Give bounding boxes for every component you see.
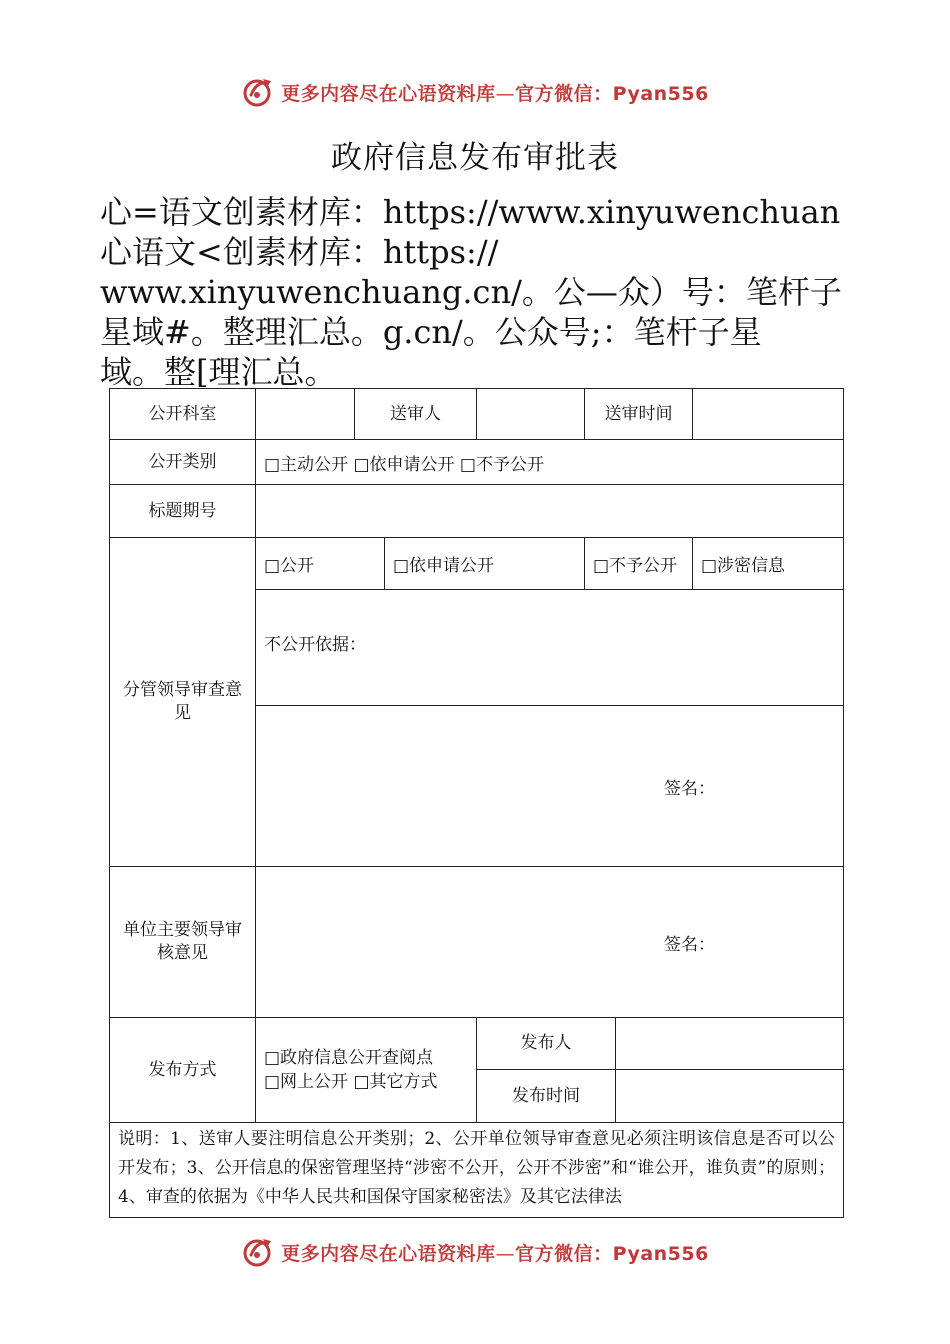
- overlay-line: 心=语文创素材库：https://www.xinyuwenchuan: [100, 193, 841, 231]
- publisher-label: 发布人: [477, 1018, 616, 1070]
- banner-wechat: 官方微信：Pyan556: [515, 82, 709, 105]
- title-issue-label: 标题期号: [110, 485, 256, 538]
- dept-value[interactable]: [256, 389, 355, 440]
- publish-option-online-other[interactable]: □网上公开 □其它方式: [264, 1072, 438, 1092]
- explanation-note: 说明：1、送审人要注明信息公开类别；2、公开单位领导审查意见必须注明该信息是否可以公开发布；3、公开信息的保密管理坚持“涉密不公开，公开不涉密”和“谁公开，谁负责”的原则；4、审查的依据为《中华人民共和国保守国家秘密法》及其它法律法: [118, 1129, 835, 1207]
- title-issue-value[interactable]: [256, 485, 844, 538]
- overlay-text: [100, 192, 860, 392]
- publish-method-label: 发布方式: [110, 1018, 256, 1123]
- non-disclosure-basis[interactable]: 不公开依据：: [256, 590, 844, 706]
- row-title-issue: [110, 485, 844, 538]
- row-head-review: [110, 867, 844, 1018]
- header-banner: [0, 72, 950, 112]
- row-category: [110, 440, 844, 485]
- overlay-line: 域。整[理汇总。: [100, 353, 337, 391]
- brand-logo-icon: [241, 1235, 275, 1269]
- overlay-line: 心语文<创素材库：https://: [100, 233, 499, 271]
- publish-method-options[interactable]: [256, 1018, 477, 1123]
- publisher-value[interactable]: [616, 1018, 844, 1070]
- leader-option-on-request[interactable]: □依申请公开: [385, 538, 585, 590]
- footer-banner: [0, 1232, 950, 1272]
- leader-option-public[interactable]: □公开: [256, 538, 385, 590]
- leader-option-not-public[interactable]: □不予公开: [585, 538, 693, 590]
- dept-label: 公开科室: [110, 389, 256, 440]
- leader-review-label: 分管领导审查意见: [110, 538, 256, 867]
- publish-time-value[interactable]: [616, 1070, 844, 1123]
- sender-value[interactable]: [477, 389, 585, 440]
- row-leader-options: [110, 538, 844, 590]
- category-label: 公开类别: [110, 440, 256, 485]
- publish-option-reading-point[interactable]: □政府信息公开查阅点: [264, 1048, 434, 1068]
- sender-label: 送审人: [355, 389, 477, 440]
- banner-separator: —: [495, 1242, 516, 1265]
- banner-separator: —: [495, 82, 516, 105]
- banner-text: 更多内容尽在心语资料库: [281, 82, 496, 105]
- overlay-line: www.xinyuwenchuang.cn/。公—众）号：笔杆子: [100, 273, 842, 311]
- page-title: 政府信息发布审批表: [331, 140, 619, 176]
- leader-option-classified[interactable]: □涉密信息: [693, 538, 844, 590]
- banner-wechat: 官方微信：Pyan556: [515, 1242, 709, 1265]
- row-publish-1: [110, 1018, 844, 1070]
- brand-logo-icon: [241, 75, 275, 109]
- submit-time-value[interactable]: [693, 389, 844, 440]
- head-signature[interactable]: 签名：: [256, 867, 844, 1018]
- publish-time-label: 发布时间: [477, 1070, 616, 1123]
- submit-time-label: 送审时间: [585, 389, 693, 440]
- approval-form-table: [109, 388, 844, 1218]
- category-options[interactable]: □主动公开 □依申请公开 □不予公开: [256, 440, 844, 485]
- head-review-label: 单位主要领导审核意见: [110, 867, 256, 1018]
- overlay-line: 星域#。整理汇总。g.cn/。公众号;：笔杆子星: [100, 313, 762, 351]
- row-note: [110, 1123, 844, 1218]
- row-dept: [110, 389, 844, 440]
- leader-signature[interactable]: 签名：: [256, 706, 844, 867]
- banner-text: 更多内容尽在心语资料库: [281, 1242, 496, 1265]
